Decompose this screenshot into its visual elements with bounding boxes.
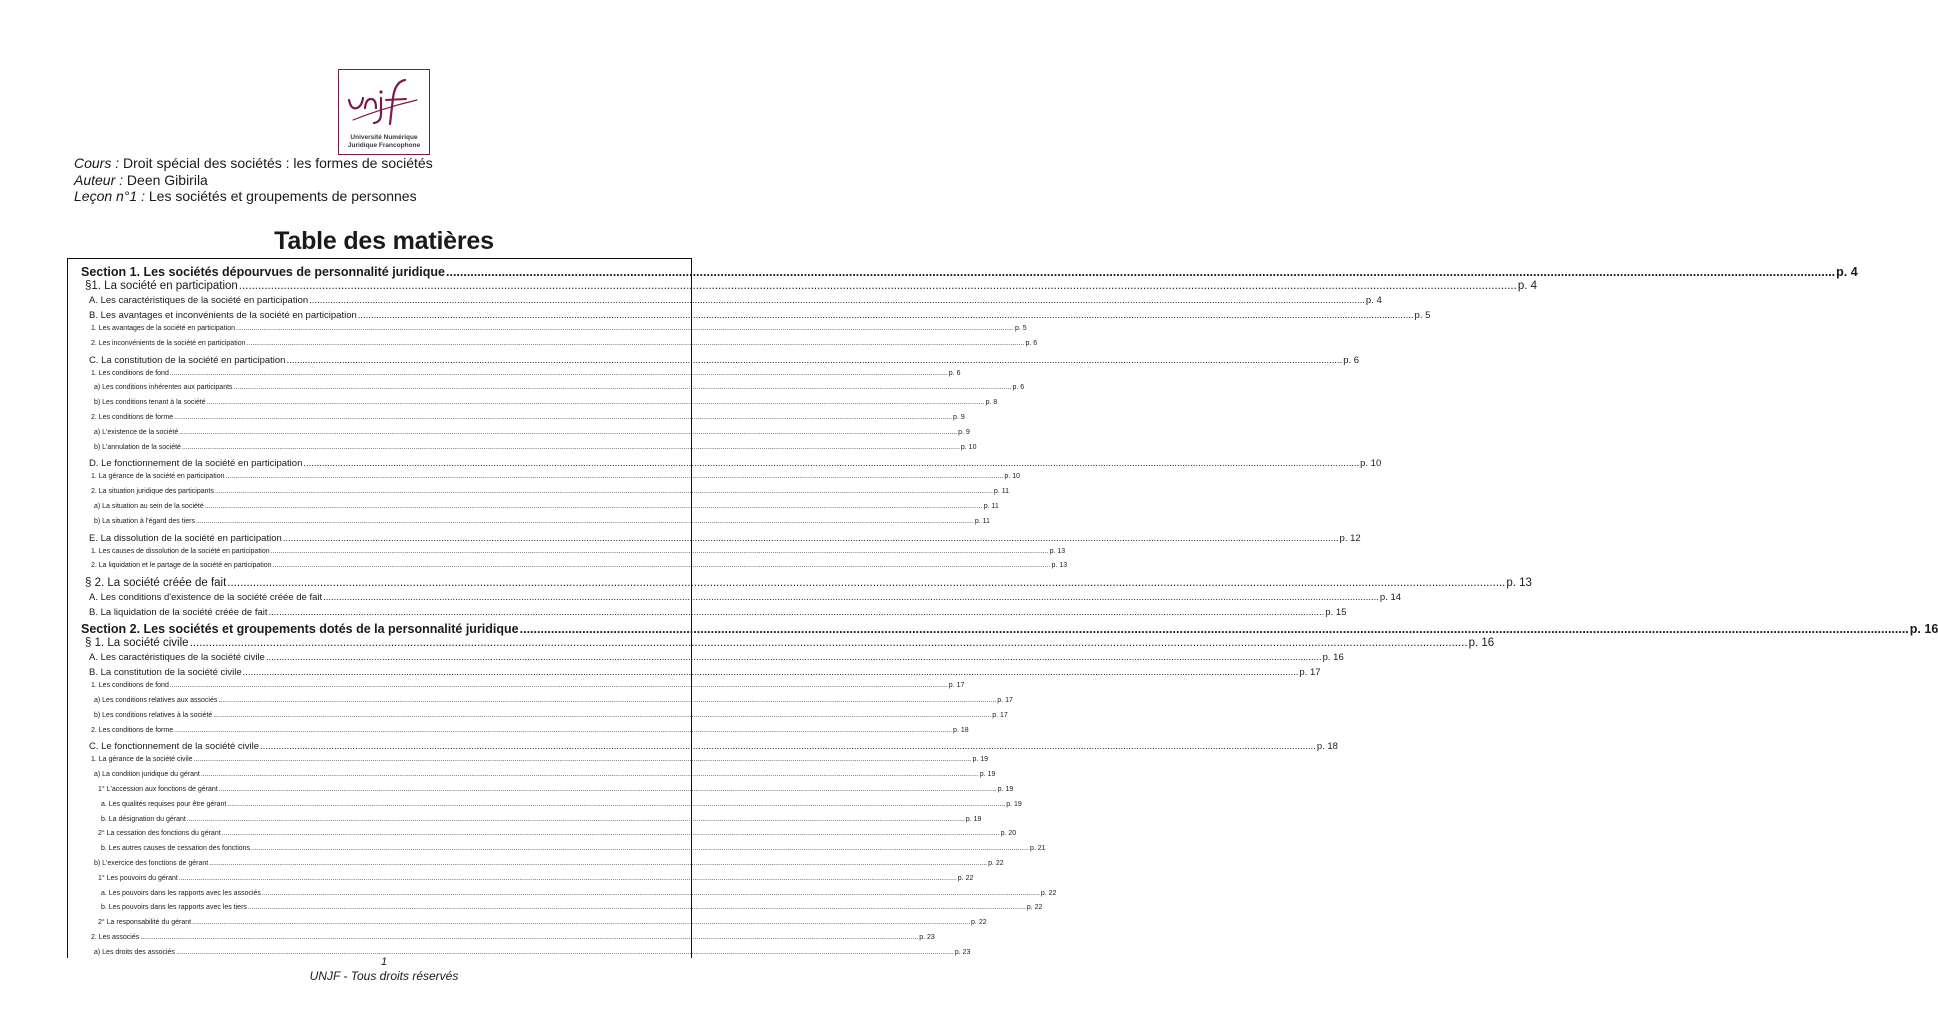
toc-entry-page: p. 15 — [1325, 607, 1347, 619]
toc-entry-title: 1. La gérance de la société civile — [91, 756, 193, 764]
toc-leader-dots: ................................................................................................................................................................................................................................................................................................................................................................................................................ — [192, 919, 971, 927]
toc-entry-page: p. 11 — [974, 517, 990, 525]
toc-entry[interactable] — [89, 652, 1344, 667]
toc-entry-title: b) La situation à l'égard des tiers — [94, 517, 195, 525]
toc-leader-dots: ................................................................................................................................................................................................................................................................................................................................................................................................................ — [195, 517, 974, 525]
toc-entry-page: p. 18 — [1316, 741, 1338, 753]
toc-entry-title: 2. Les conditions de forme — [91, 414, 174, 421]
toc-entry-page: p. 18 — [953, 726, 969, 734]
toc-entry-title: §1. La société en participation — [85, 280, 238, 292]
toc-entry[interactable] — [94, 399, 998, 414]
toc-entry[interactable] — [91, 339, 1038, 355]
toc-entry[interactable] — [98, 786, 1014, 801]
toc-entry-title: 1. Les causes de dissolution de la société en participation — [91, 547, 270, 555]
toc-leader-dots: ................................................................................................................................................................................................................................................................................................................................................................................................................ — [268, 607, 1325, 619]
toc-entry-page: p. 23 — [954, 948, 971, 956]
footer-rights: UNJF - Tous droits réservés — [309, 969, 459, 983]
toc-entry[interactable] — [89, 458, 1382, 473]
toc-entry[interactable] — [94, 697, 1013, 712]
toc-entry-page: p. 6 — [1012, 384, 1025, 392]
toc-entry-page: p. 12 — [1339, 532, 1361, 544]
toc-entry-page: p. 22 — [957, 874, 974, 882]
toc-leader-dots: ................................................................................................................................................................................................................................................................................................................................................................................................................ — [213, 711, 992, 719]
toc-entry-title: 1. Les conditions de fond — [91, 682, 169, 690]
toc-leader-dots: ................................................................................................................................................................................................................................................................................................................................................................................................................ — [140, 934, 919, 941]
toc-entry[interactable] — [98, 830, 1017, 845]
toc-entry[interactable] — [91, 756, 989, 771]
toc-entry-page: p. 13 — [1049, 547, 1066, 555]
toc-leader-dots: ................................................................................................................................................................................................................................................................................................................................................................................................................ — [214, 488, 993, 496]
toc-entry-page: p. 11 — [993, 488, 1009, 496]
toc-leader-dots: ................................................................................................................................................................................................................................................................................................................................................................................................................ — [282, 532, 1339, 544]
toc-entry-title: C. La constitution de la société en participation — [89, 354, 286, 366]
toc-entry-page: p. 5 — [1014, 325, 1027, 332]
toc-entry-page: p. 22 — [1026, 904, 1043, 912]
toc-entry-title: C. Le fonctionnement de la société civile — [89, 741, 260, 753]
table-of-contents — [67, 258, 1938, 958]
toc-entry-title: a. Les pouvoirs dans les rapports avec les associés — [101, 889, 261, 897]
author-line — [74, 172, 433, 189]
toc-entry-title: 2. La situation juridique des participants — [91, 488, 214, 496]
toc-leader-dots: ................................................................................................................................................................................................................................................................................................................................................................................................................ — [227, 577, 1506, 590]
course-label: Cours : — [74, 155, 120, 171]
toc-entry[interactable] — [101, 889, 1057, 905]
toc-entry-title: 2. Les conditions de forme — [91, 726, 174, 734]
toc-entry-title: a) Les conditions relatives aux associés — [94, 697, 218, 704]
lesson-label: Leçon n°1 : — [74, 188, 145, 204]
toc-entry[interactable] — [94, 443, 977, 459]
toc-leader-dots: ................................................................................................................................................................................................................................................................................................................................................................................................................ — [225, 473, 1004, 481]
toc-entry-title: Section 1. Les sociétés dépourvues de personnalité juridique — [81, 265, 445, 279]
toc-entry[interactable] — [94, 771, 996, 786]
toc-entry-title: D. Le fonctionnement de la société en participation — [89, 458, 303, 470]
toc-entry-title: B. La liquidation de la société créée de fait — [89, 607, 268, 619]
toc-entry-title: § 1. La société civile — [85, 637, 189, 650]
toc-entry[interactable] — [89, 607, 1347, 622]
page-number: 1 — [380, 956, 388, 968]
toc-entry-page: p. 4 — [1517, 280, 1538, 292]
toc-leader-dots: ................................................................................................................................................................................................................................................................................................................................................................................................................ — [179, 428, 958, 436]
toc-leader-dots: ................................................................................................................................................................................................................................................................................................................................................................................................................ — [206, 399, 985, 407]
course-line — [74, 155, 433, 172]
toc-entry-page: p. 9 — [958, 428, 970, 436]
toc-leader-dots: ................................................................................................................................................................................................................................................................................................................................................................................................................ — [209, 860, 988, 867]
toc-leader-dots: ................................................................................................................................................................................................................................................................................................................................................................................................................ — [227, 800, 1006, 808]
toc-entry[interactable] — [91, 682, 965, 697]
toc-entry-page: p. 22 — [1040, 889, 1057, 897]
toc-entry-title: b. Les autres causes de cessation des fonctions — [101, 845, 251, 853]
toc-leader-dots: ................................................................................................................................................................................................................................................................................................................................................................................................................ — [178, 874, 957, 882]
toc-leader-dots: ................................................................................................................................................................................................................................................................................................................................................................................................................ — [233, 384, 1012, 392]
toc-leader-dots: ................................................................................................................................................................................................................................................................................................................................................................................................................ — [221, 830, 1000, 838]
toc-leader-dots: ................................................................................................................................................................................................................................................................................................................................................................................................................ — [193, 756, 972, 764]
toc-entry-title: E. La dissolution de la société en participation — [89, 532, 282, 544]
toc-leader-dots: ................................................................................................................................................................................................................................................................................................................................................................................................................ — [247, 904, 1026, 912]
toc-leader-dots: ................................................................................................................................................................................................................................................................................................................................................................................................................ — [189, 637, 1468, 650]
toc-entry-page: p. 17 — [948, 682, 965, 690]
page-title: Table des matières — [274, 227, 494, 255]
toc-entry-title: 1° Les pouvoirs du gérant — [98, 874, 178, 882]
toc-entry-page: p. 17 — [1299, 667, 1321, 679]
toc-entry-title: b) L'exercice des fonctions de gérant — [94, 860, 209, 867]
toc-entry[interactable] — [85, 577, 1532, 592]
toc-leader-dots: ................................................................................................................................................................................................................................................................................................................................................................................................................ — [169, 369, 948, 377]
toc-entry-title: 1. Les avantages de la société en participation — [91, 325, 235, 332]
toc-leader-dots: ................................................................................................................................................................................................................................................................................................................................................................................................................ — [446, 265, 1836, 279]
toc-leader-dots: ................................................................................................................................................................................................................................................................................................................................................................................................................ — [236, 325, 1014, 332]
toc-entry-page: p. 4 — [1836, 265, 1858, 279]
toc-entry[interactable] — [94, 860, 1004, 875]
toc-entry[interactable] — [89, 354, 1360, 370]
toc-entry-title: A. Les conditions d'existence de la société créée de fait — [89, 592, 323, 604]
toc-entry[interactable] — [98, 874, 974, 890]
toc-entry[interactable] — [94, 711, 1008, 727]
toc-entry[interactable] — [91, 934, 935, 949]
toc-entry[interactable] — [91, 325, 1027, 340]
toc-entry[interactable] — [89, 310, 1431, 325]
toc-leader-dots: ................................................................................................................................................................................................................................................................................................................................................................................................................ — [519, 622, 1909, 637]
toc-entry[interactable] — [91, 473, 1020, 488]
toc-entry-page: p. 10 — [1360, 458, 1382, 470]
toc-entry-page: p. 19 — [1006, 800, 1022, 808]
toc-entry-page: p. 20 — [1000, 830, 1017, 838]
toc-entry-page: p. 13 — [1506, 577, 1532, 590]
toc-entry[interactable] — [89, 592, 1402, 607]
toc-entry[interactable] — [94, 503, 999, 518]
toc-entry-page: p. 6 — [948, 369, 961, 377]
unjf-logo — [338, 69, 430, 155]
toc-leader-dots: ................................................................................................................................................................................................................................................................................................................................................................................................................ — [261, 889, 1040, 897]
toc-entry[interactable] — [91, 547, 1066, 563]
toc-entry-title: A. Les caractéristiques de la société en participation — [89, 295, 309, 306]
toc-entry[interactable] — [91, 369, 961, 385]
author-label: Auteur : — [74, 171, 124, 188]
toc-leader-dots: ................................................................................................................................................................................................................................................................................................................................................................................................................ — [200, 771, 979, 779]
toc-leader-dots: ................................................................................................................................................................................................................................................................................................................................................................................................................ — [204, 503, 983, 510]
toc-leader-dots: ................................................................................................................................................................................................................................................................................................................................................................................................................ — [242, 667, 1299, 679]
toc-entry-title: B. La constitution de la société civile — [89, 667, 242, 679]
toc-leader-dots: ................................................................................................................................................................................................................................................................................................................................................................................................................ — [286, 354, 1343, 366]
toc-leader-dots: ................................................................................................................................................................................................................................................................................................................................................................................................................ — [357, 310, 1414, 321]
toc-entry[interactable] — [91, 562, 1068, 577]
toc-entry[interactable] — [101, 904, 1043, 919]
toc-leader-dots: ................................................................................................................................................................................................................................................................................................................................................................................................................ — [323, 592, 1379, 604]
toc-entry[interactable] — [91, 414, 965, 429]
toc-entry-title: a) L'existence de la société — [94, 428, 179, 436]
toc-leader-dots: ................................................................................................................................................................................................................................................................................................................................................................................................................ — [175, 948, 954, 956]
toc-entry-page: p. 8 — [985, 399, 998, 407]
toc-entry[interactable] — [89, 667, 1321, 682]
toc-entry[interactable] — [94, 517, 990, 533]
toc-entry-title: 1° L'accession aux fonctions de gérant — [98, 786, 218, 793]
toc-entry-title: 2° La responsabilité du gérant — [98, 919, 192, 927]
toc-entry-title: 1. Les conditions de fond — [91, 369, 169, 377]
toc-entry-page: p. 23 — [919, 934, 935, 941]
toc-entry-title: Section 2. Les sociétés et groupements dotés de la personnalité juridique — [81, 622, 519, 637]
toc-entry-page: p. 10 — [1004, 473, 1020, 481]
toc-entry-page: p. 9 — [953, 414, 965, 421]
toc-leader-dots: ................................................................................................................................................................................................................................................................................................................................................................................................................ — [270, 547, 1049, 555]
toc-entry-title: 2° La cessation des fonctions du gérant — [98, 830, 221, 838]
logo-line-2: Juridique Francophone — [347, 142, 421, 149]
toc-entry-page: p. 4 — [1365, 295, 1382, 306]
toc-entry-title: b) Les conditions relatives à la société — [94, 711, 213, 719]
toc-entry-page: p. 19 — [997, 786, 1014, 793]
toc-entry[interactable] — [85, 637, 1495, 652]
toc-entry-page: p. 19 — [972, 756, 989, 764]
logo-line-1: Université Numérique — [350, 134, 418, 141]
toc-entry[interactable] — [89, 741, 1338, 756]
toc-entry-page: p. 16 — [1322, 652, 1344, 664]
toc-entry-title: b. La désignation du gérant — [101, 815, 186, 823]
toc-leader-dots: ................................................................................................................................................................................................................................................................................................................................................................................................................ — [303, 458, 1360, 470]
toc-entry[interactable] — [81, 265, 1858, 280]
toc-entry-page: p. 13 — [1051, 562, 1068, 570]
toc-leader-dots: ................................................................................................................................................................................................................................................................................................................................................................................................................ — [251, 845, 1029, 853]
toc-entry-page: p. 17 — [992, 711, 1008, 719]
toc-leader-dots: ................................................................................................................................................................................................................................................................................................................................................................................................................ — [218, 697, 997, 704]
course-meta — [74, 155, 433, 205]
toc-entry[interactable] — [89, 532, 1361, 548]
toc-entry[interactable] — [94, 428, 970, 444]
toc-leader-dots: ................................................................................................................................................................................................................................................................................................................................................................................................................ — [309, 295, 1365, 306]
course-value: Droit spécial des sociétés : les formes de sociétés — [119, 155, 433, 171]
author-value: Deen Gibirila — [123, 171, 208, 188]
toc-entry-title: b) Les conditions tenant à la société — [94, 399, 206, 407]
toc-entry-title: a) Les conditions inhérentes aux participants — [94, 384, 233, 392]
toc-leader-dots: ................................................................................................................................................................................................................................................................................................................................................................................................................ — [174, 726, 953, 734]
toc-entry-title: a) La condition juridique du gérant — [94, 771, 200, 779]
toc-entry-page: p. 6 — [1025, 339, 1038, 347]
toc-entry-page: p. 19 — [979, 771, 996, 779]
toc-entry-title: a) La situation au sein de la société — [94, 503, 204, 510]
toc-leader-dots: ................................................................................................................................................................................................................................................................................................................................................................................................................ — [272, 562, 1051, 570]
toc-leader-dots: ................................................................................................................................................................................................................................................................................................................................................................................................................ — [246, 339, 1025, 347]
toc-entry-page: p. 21 — [1029, 845, 1046, 853]
toc-entry[interactable] — [94, 384, 1025, 399]
toc-leader-dots: ................................................................................................................................................................................................................................................................................................................................................................................................................ — [260, 741, 1316, 753]
toc-entry[interactable] — [81, 622, 1938, 637]
toc-entry-page: p. 11 — [983, 503, 999, 510]
lesson-value: Les sociétés et groupements de personnes — [144, 188, 417, 204]
toc-entry[interactable] — [85, 280, 1538, 295]
toc-entry[interactable] — [89, 295, 1382, 310]
toc-entry-page: p. 14 — [1379, 592, 1402, 604]
toc-leader-dots: ................................................................................................................................................................................................................................................................................................................................................................................................................ — [265, 652, 1322, 664]
toc-leader-dots: ................................................................................................................................................................................................................................................................................................................................................................................................................ — [218, 786, 997, 793]
toc-entry[interactable] — [91, 726, 969, 742]
toc-entry-title: b. Les pouvoirs dans les rapports avec les tiers — [101, 904, 247, 912]
toc-entry-page: p. 22 — [971, 919, 987, 927]
toc-entry[interactable] — [101, 845, 1046, 860]
toc-entry-page: p. 19 — [965, 815, 982, 823]
toc-entry-title: 2. Les inconvénients de la société en participation — [91, 339, 246, 347]
toc-entry-page: p. 16 — [1909, 622, 1938, 637]
toc-leader-dots: ................................................................................................................................................................................................................................................................................................................................................................................................................ — [169, 682, 948, 690]
toc-entry-title: A. Les caractéristiques de la société civile — [89, 652, 265, 664]
toc-entry-title: b) L'annulation de la société — [94, 443, 181, 451]
toc-entry[interactable] — [91, 488, 1009, 503]
toc-entry-page: p. 5 — [1414, 310, 1431, 321]
toc-leader-dots: ................................................................................................................................................................................................................................................................................................................................................................................................................ — [238, 280, 1517, 292]
toc-entry-title: B. Les avantages et inconvénients de la société en participation — [89, 310, 357, 321]
toc-entry[interactable] — [98, 919, 987, 934]
lesson-line — [74, 188, 433, 205]
toc-leader-dots: ................................................................................................................................................................................................................................................................................................................................................................................................................ — [186, 815, 965, 823]
toc-entry-title: 2. Les associés — [91, 934, 140, 941]
toc-entry[interactable] — [101, 800, 1022, 816]
toc-leader-dots: ................................................................................................................................................................................................................................................................................................................................................................................................................ — [174, 414, 953, 421]
toc-entry-page: p. 16 — [1468, 637, 1495, 650]
toc-entry-title: a) Les droits des associés — [94, 948, 175, 956]
toc-entry-page: p. 6 — [1343, 354, 1360, 366]
toc-entry-title: § 2. La société créée de fait — [85, 577, 227, 590]
toc-entry-page: p. 22 — [988, 860, 1004, 867]
toc-entry-title: a. Les qualités requises pour être gérant — [101, 800, 227, 808]
toc-entry[interactable] — [101, 815, 982, 831]
toc-entry-page: p. 10 — [960, 443, 977, 451]
toc-leader-dots: ................................................................................................................................................................................................................................................................................................................................................................................................................ — [181, 443, 960, 451]
toc-entry-page: p. 17 — [997, 697, 1013, 704]
toc-entry-title: 1. La gérance de la société en participation — [91, 473, 225, 481]
toc-entry-title: 2. La liquidation et le partage de la société en participation — [91, 562, 272, 570]
